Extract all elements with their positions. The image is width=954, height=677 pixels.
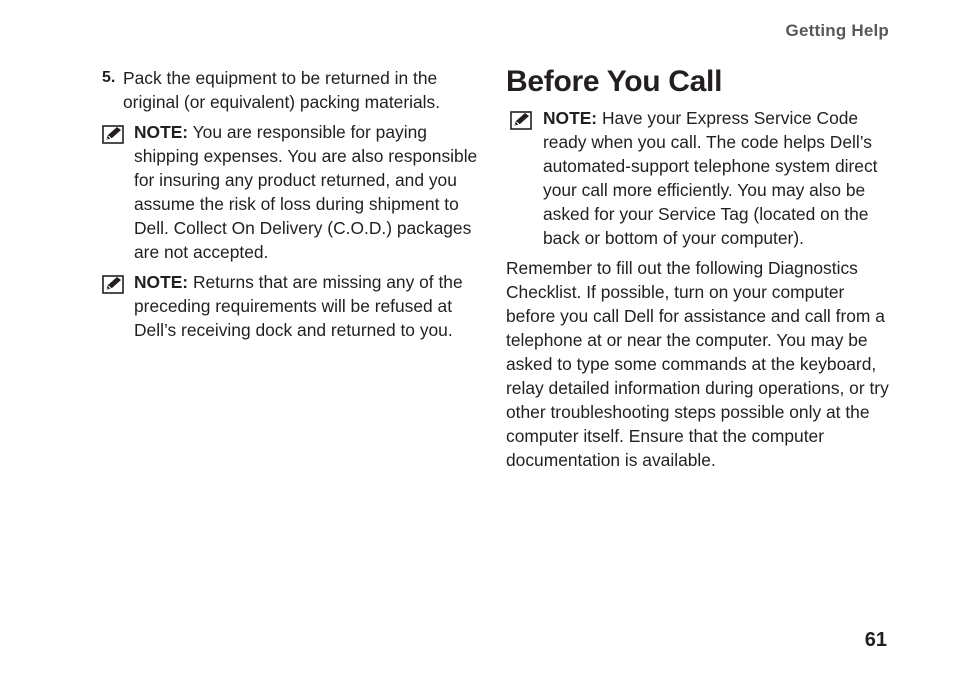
note-label: NOTE:: [134, 122, 189, 142]
step-number: 5.: [102, 69, 116, 86]
step-item: [102, 66, 482, 114]
note-text: You are responsible for paying shipping expenses. You are also responsible for insuring any product returned, and you assume the risk of loss during shipment to Dell. Collect On Delivery (C.O.D.) packages are not accepted.: [134, 122, 478, 262]
page-number: 61: [864, 629, 887, 651]
section-header: Getting Help: [785, 21, 889, 40]
note-text: Returns that are missing any of the preceding requirements will be refused at Dell’s receiving dock and returned to you.: [134, 272, 463, 340]
body-paragraph: Remember to fill out the following Diagnostics Checklist. If possible, turn on your computer before you call Dell for assistance and call from a telephone at or near the computer. You may be asked to type some commands at the keyboard, relay detailed information during operations, or try other troubleshooting steps possible only at the computer itself. Ensure that the computer documentation is available.: [506, 258, 889, 470]
note-label: NOTE:: [543, 108, 598, 128]
section-title: Before You Call: [506, 65, 723, 98]
note-label: NOTE:: [134, 272, 189, 292]
left-column: [102, 66, 482, 342]
note-pencil-icon: [510, 111, 532, 130]
note-text: Have your Express Service Code ready when you call. The code helps Dell’s automated-support telephone system direct your call more efficiently. You may also be asked for your Service Tag (located on the back or bottom of your computer).: [543, 108, 878, 248]
note-service-code: [506, 106, 896, 250]
note-pencil-icon: [102, 125, 124, 144]
note-pencil-icon: [102, 275, 124, 294]
right-column: [506, 64, 896, 472]
step-text: Pack the equipment to be returned in the original (or equivalent) packing materials.: [123, 68, 441, 112]
note-returns: [102, 270, 482, 342]
note-shipping: [102, 120, 482, 264]
